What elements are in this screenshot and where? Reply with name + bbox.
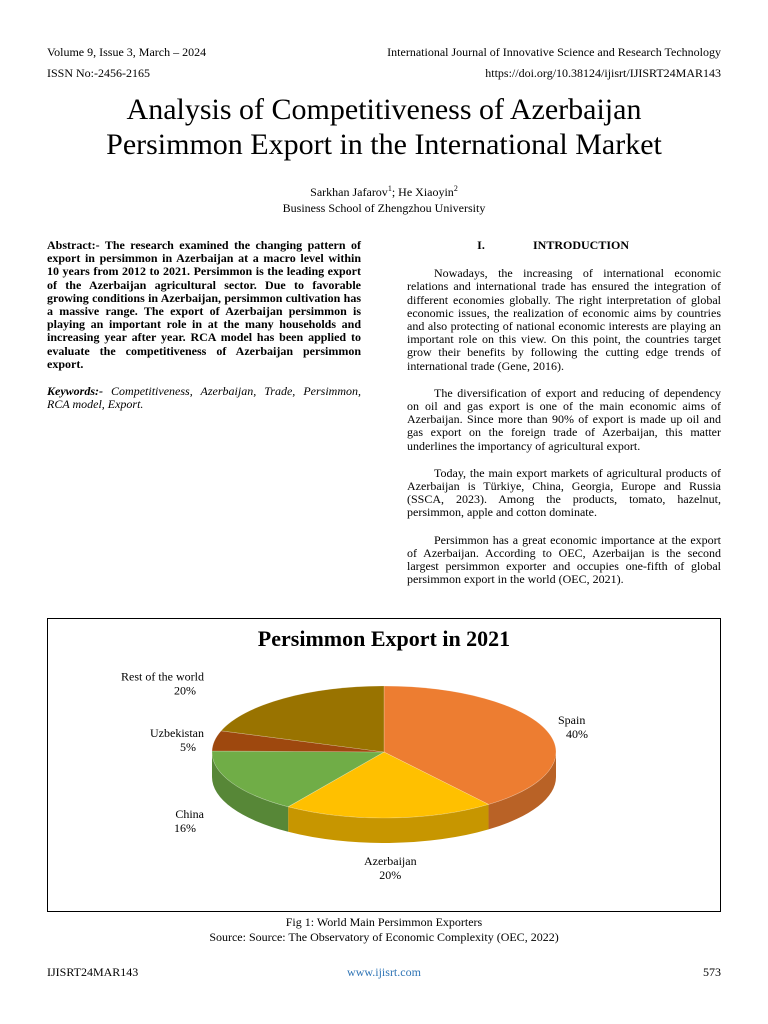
title-line-1: Analysis of Competitiveness of Azerbaijan [126,93,642,126]
paper-title [0,92,768,162]
pie-chart [48,619,720,911]
volume-info: Volume 9, Issue 3, March – 2024 [47,45,207,59]
author-2: He Xiaoyin [398,185,454,199]
section-number: I. [477,238,485,252]
value-label-rest-of-the-world: 20% [174,683,196,698]
label-uzbekistan: Uzbekistan [150,726,204,741]
label-azerbaijan: Azerbaijan [363,853,417,868]
intro-paragraph-2: The diversification of export and reducing of dependency on oil and gas export is one of the main economic aims of Azerbaijan. Since more than 90% of export is made up oil and gas export on the foreign trade of Azerbaijan, this matter underlines the importancy of agricultural export. [407,385,721,453]
author-names [0,181,768,200]
authors-block [0,181,768,216]
intro-paragraph-4: Persimmon has a great economic importance at the export of Azerbaijan. According to OEC, Azerbaijan is the second largest persimmon exporter and occupies one-fifth of global persimmon export in the world (OEC, 2021). [407,532,721,587]
figure-caption: Fig 1: World Main Persimmon Exporters [285,915,483,929]
value-label-uzbekistan: 5% [180,740,196,755]
section-heading [407,239,721,252]
doi-link[interactable]: https://doi.org/10.38124/ijisrt/IJISRT24MAR143 [485,66,721,80]
intro-paragraph-3: Today, the main export markets of agricultural products of Azerbaijan is Türkiye, China, Georgia, Europe and Russia (SSCA, 2023). Among the products, tomato, hazelnut, persimmon, apple and cotton dominate. [407,465,721,520]
author-separator: ; [391,185,399,199]
author-2-affil: 2 [453,184,458,193]
label-spain: Spain [558,712,586,727]
issn: ISSN No:-2456-2165 [47,66,151,80]
intro-paragraph-1: Nowadays, the increasing of international economic relations and international trade has ensured the integration of different economies globally. The right interpretation of global economic issues, the realization of economic aims by countries and also protecting of national economic interests are playing an important role on this view. On this point, the countries target grow their benefits by following the cutting edge trends of international trade (Gene, 2016). [407,266,721,373]
label-china: China [175,806,204,821]
value-label-china: 16% [174,820,196,835]
value-label-spain: 40% [566,726,588,741]
journal-name: International Journal of Innovative Science and Research Technology [387,45,721,59]
author-1: Sarkhan Jafarov [310,185,388,199]
footer-paper-id: IJISRT24MAR143 [47,965,139,979]
keywords-text: Competitiveness, Azerbaijan, Trade, Persimmon, RCA model, Export. [47,384,361,412]
footer-website-link[interactable]: www.ijisrt.com [347,965,421,979]
page-number: 573 [703,965,721,979]
value-label-azerbaijan: 20% [379,867,402,882]
author-1-affil: 1 [387,184,392,193]
figure-source: Source: Source: The Observatory of Economic Complexity (OEC, 2022) [209,930,559,944]
title-line-2: Persimmon Export in the International Market [106,128,662,161]
left-column [47,239,361,411]
chart-title: Persimmon Export in 2021 [257,626,511,651]
label-rest-of-the-world: Rest of the world [121,669,204,684]
right-column [407,239,721,600]
affiliation: Business School of Zhengzhou University [282,201,486,215]
figure-frame [47,618,721,912]
abstract: Abstract:- The research examined the changing pattern of export in persimmon in Azerbaijan at a macro level within 10 years from 2012 to 2021. Persimmon is the leading export of the Azerbaijan agricultural sector. Due to favorable growing conditions in Azerbaijan, persimmon cultivation has a massive range. The export of Azerbaijan persimmon is playing an important role in at the many households and increasing year after year. RCA model has been applied to evaluate the competitiveness of Azerbaijan persimmon export. [47,238,361,371]
keywords-label: Keywords:- [47,384,103,399]
section-title: INTRODUCTION [533,238,630,252]
keywords [47,385,361,411]
